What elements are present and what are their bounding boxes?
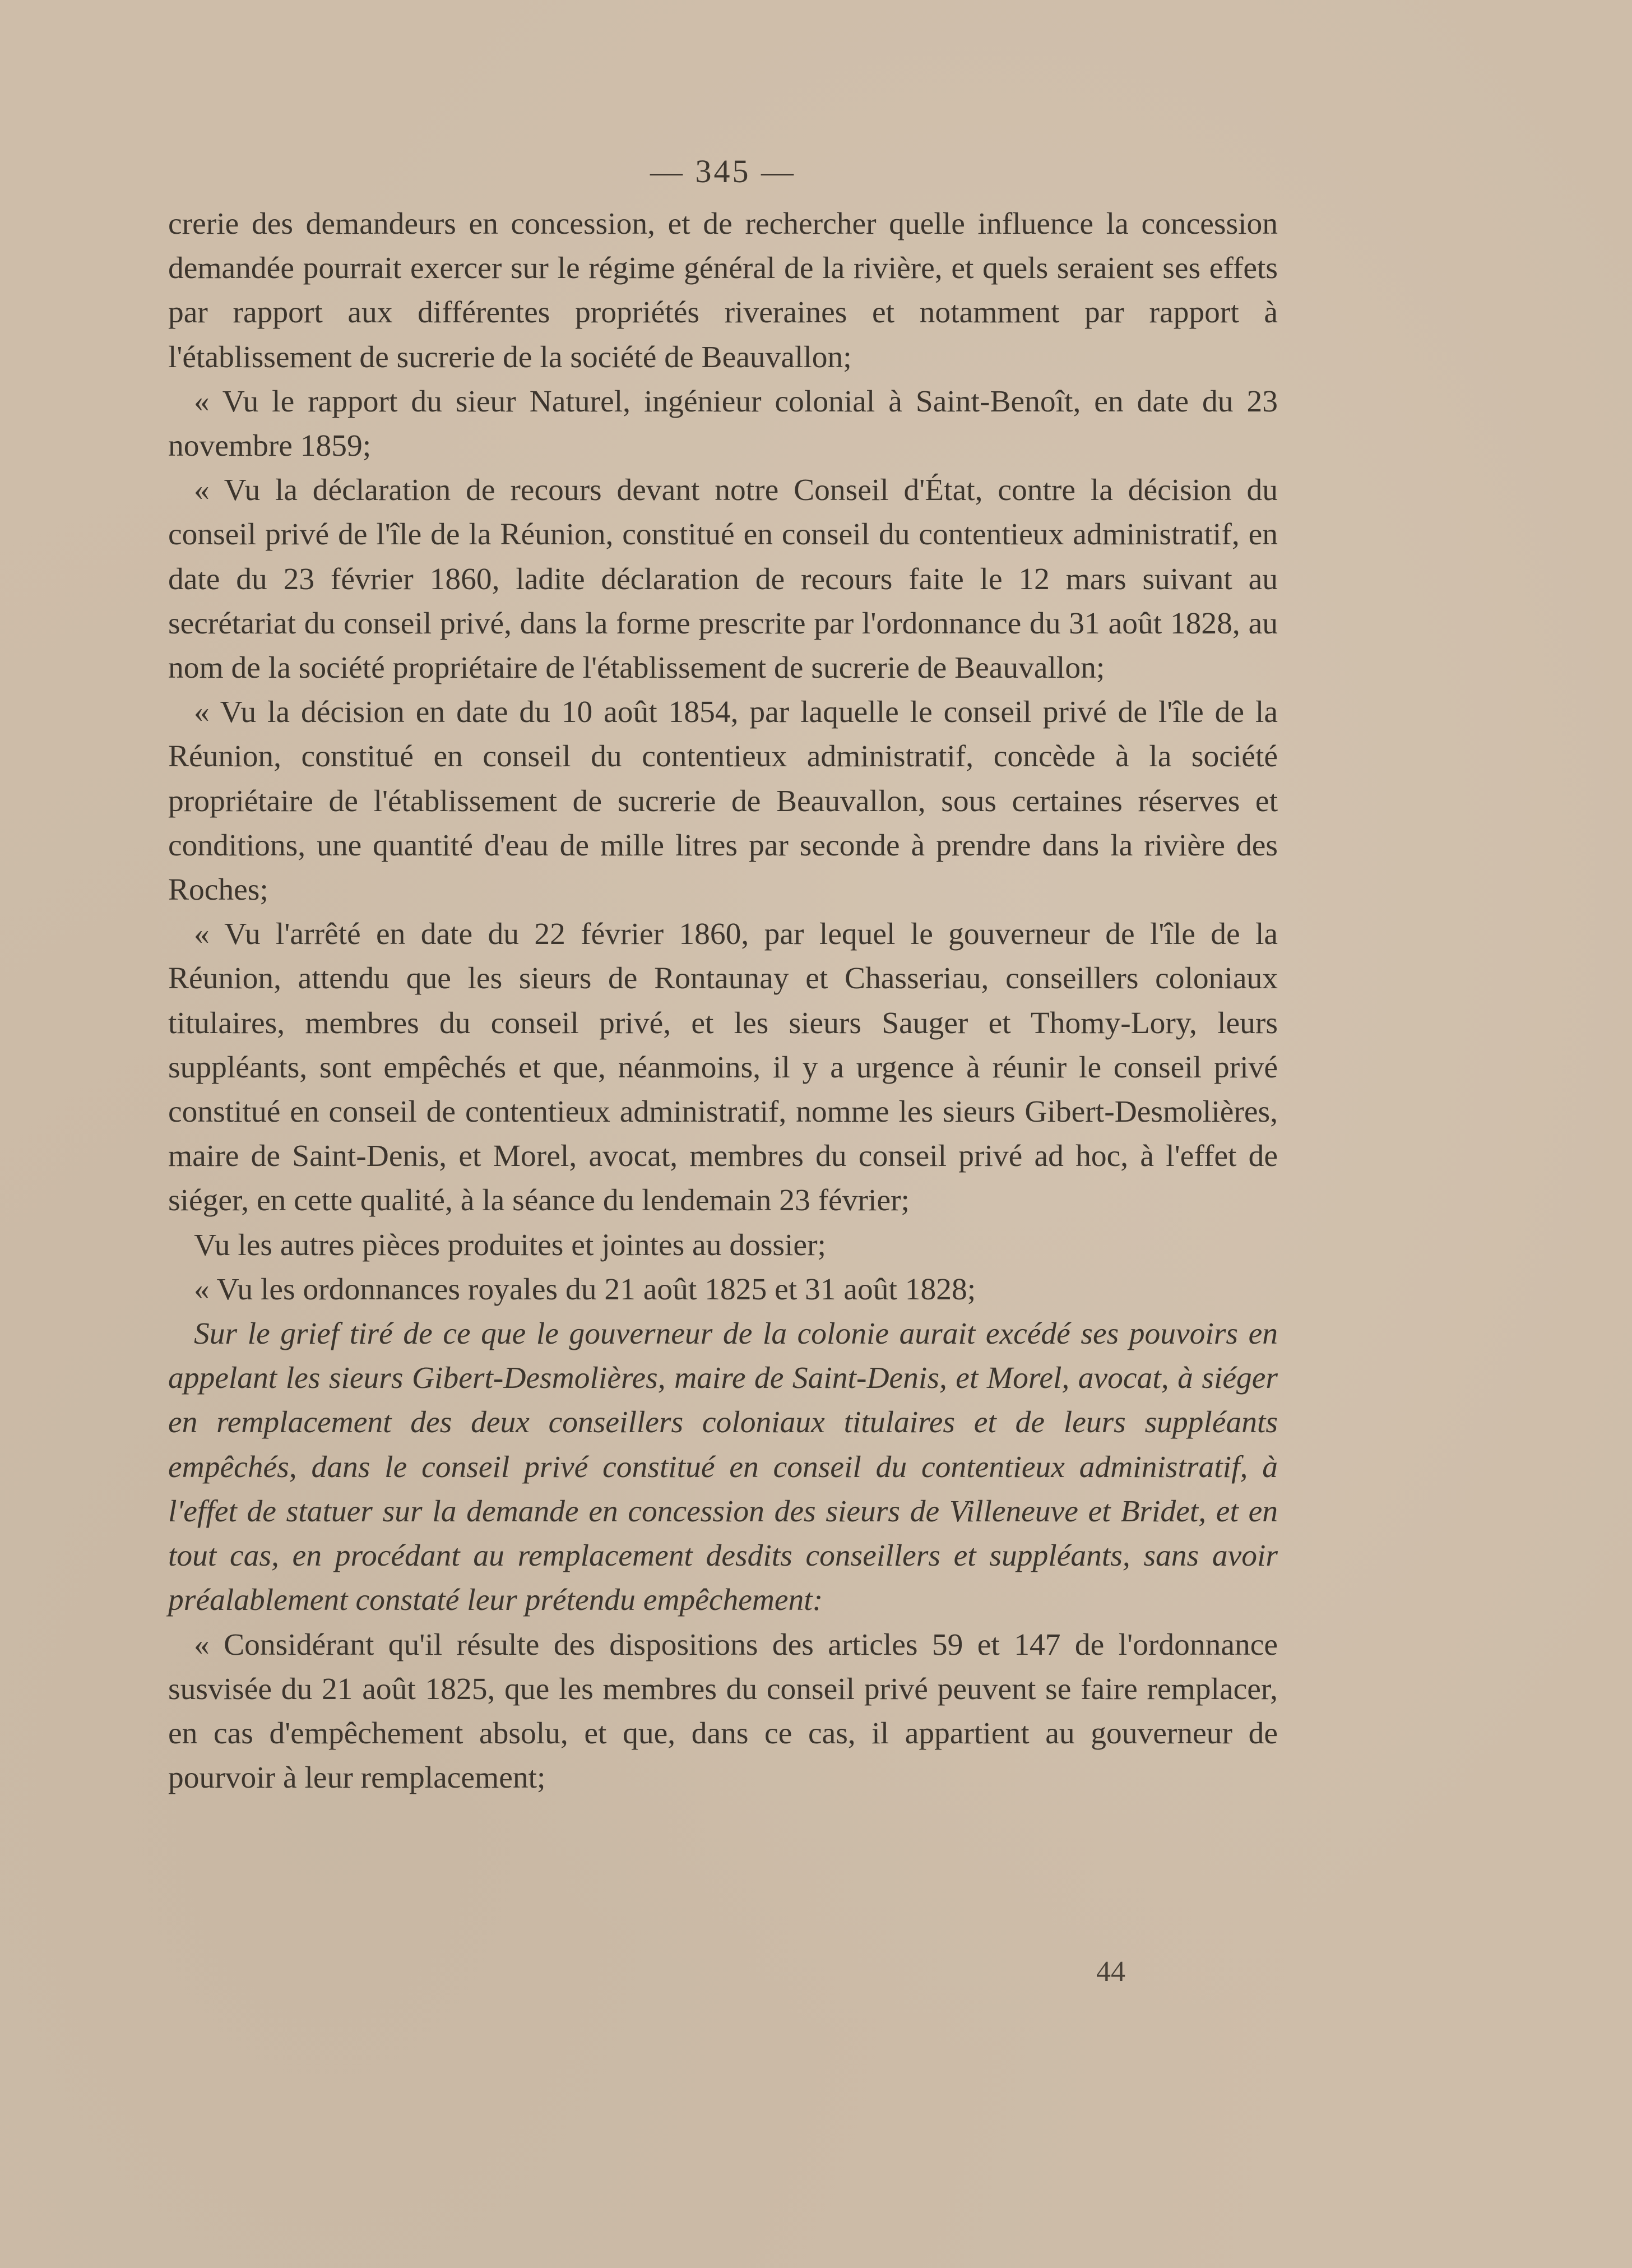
paragraph-declaration-recours: « Vu la déclaration de recours devant notre Conseil d'État, contre la décision du conseil privé de l'île de la Réunion, constitué en conseil du contentieux administratif, en date du 23 février 1860, ladite déclaration de recours faite le 12 mars suivant au secrétariat du conseil privé, dans la forme prescrite par l'ordonnance du 31 août 1828, au nom de la société propriétaire de l'établissement de sucrerie de Beauvallon; (168, 473, 1278, 686)
paragraph-considerant: « Considérant qu'il résulte des dispositions des articles 59 et 147 de l'ordonnance susvisée du 21 août 1825, que les membres du conseil privé peuvent se faire remplacer, en cas d'empêchement absolu, et que, dans ce cas, il appartient au gouverneur de pourvoir à leur remplacement; (168, 1627, 1278, 1795)
paragraph-rapport-naturel: « Vu le rapport du sieur Naturel, ingénieur colonial à Saint-Benoît, en date du 23 novembre 1859; (168, 384, 1278, 464)
paragraph-arrete-1860: « Vu l'arrêté en date du 22 février 1860, par lequel le gouverneur de l'île de la Réunion, attendu que les sieurs de Rontaunay et Chasseriau, conseillers coloniaux titulaires, membres du conseil privé, et les sieurs Sauger et Thomy-Lory, leurs suppléants, sont empêchés et que, néanmoins, il y a urgence à réunir le conseil privé constitué en conseil de contentieux administratif, nomme les sieurs Gibert-Desmolières, maire de Saint-Denis, et Morel, avocat, membres du conseil privé ad hoc, à l'effet de siéger, en cette qualité, à la séance du lendemain 23 février; (168, 917, 1278, 1218)
paragraph-continuation: crerie des demandeurs en concession, et de rechercher quelle influence la concession demandée pourrait exercer sur le régime général de la rivière, et quels seraient ses effets par rapport aux différentes propriétés riveraines et notamment par rapport à l'établissement de sucrerie de la société de Beauvallon; (168, 207, 1278, 374)
page-number: — 345 — (650, 153, 796, 189)
body-text (168, 202, 1278, 1800)
paragraph-ordonnances-royales: « Vu les ordonnances royales du 21 août 1825 et 31 août 1828; (194, 1272, 976, 1307)
signature-mark: 44 (1096, 1956, 1125, 1988)
paragraph-autres-pieces: Vu les autres pièces produites et jointes au dossier; (194, 1228, 826, 1262)
paragraph-decision-1854: « Vu la décision en date du 10 août 1854, par laquelle le conseil privé de l'île de la Réunion, constitué en conseil du contentieux administratif, concède à la société propriétaire de l'établissement de sucrerie de Beauvallon, sous certaines réserves et conditions, une quantité d'eau de mille litres par seconde à prendre dans la rivière des Roches; (168, 695, 1278, 908)
paragraph-grief: Sur le grief tiré de ce que le gouverneur de la colonie aurait excédé ses pouvoirs en appelant les sieurs Gibert-Desmolières, maire de Saint-Denis, et Morel, avocat, à siéger en remplacement des deux conseillers coloniaux titulaires et de leurs suppléants empêchés, dans le conseil privé constitué en conseil du contentieux administratif, à l'effet de statuer sur la demande en concession des sieurs de Villeneuve et Bridet, et en tout cas, en procédant au remplacement desdits conseillers et suppléants, sans avoir préalablement constaté leur prétendu empêchement: (168, 1317, 1278, 1618)
